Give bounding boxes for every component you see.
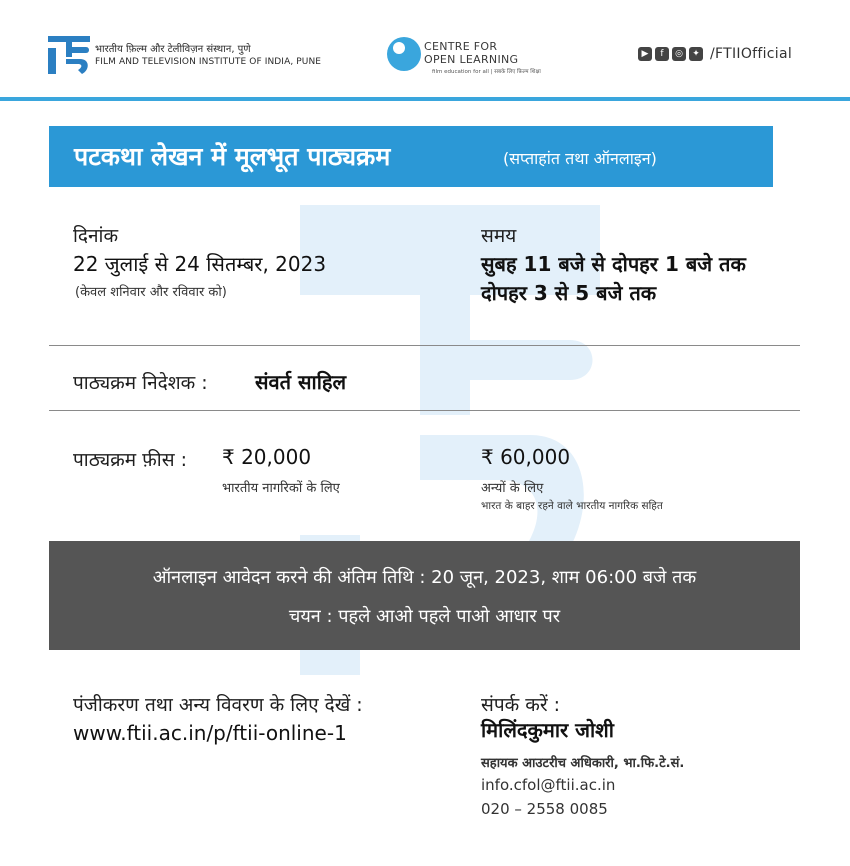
deadline-banner bbox=[49, 541, 800, 650]
fee-others-subnote: भारत के बाहर रहने वाले भारतीय नागरिक सहित bbox=[481, 500, 663, 512]
divider bbox=[49, 410, 800, 411]
header-divider bbox=[0, 97, 850, 101]
selection-basis: चयन : पहले आओ पहले पाओ आधार पर bbox=[288, 606, 561, 627]
director-name: संवर्त साहिल bbox=[255, 370, 347, 394]
fee-others-amount: ₹ 60,000 bbox=[481, 445, 571, 469]
youtube-icon[interactable]: ▶ bbox=[638, 47, 652, 61]
divider bbox=[49, 345, 800, 346]
date-value: 22 जुलाई से 24 सितम्बर, 2023 bbox=[73, 252, 327, 276]
twitter-icon[interactable]: ✦ bbox=[689, 47, 703, 61]
course-title-banner bbox=[49, 126, 773, 187]
fee-indian-amount: ₹ 20,000 bbox=[222, 445, 312, 469]
course-subtitle: (सप्ताहांत तथा ऑनलाइन) bbox=[503, 149, 657, 168]
time-label: समय bbox=[481, 225, 517, 247]
cfol-tagline: film education for all | सबके लिए फ़िल्म शिक्षा bbox=[432, 69, 541, 75]
ftii-logo-icon bbox=[48, 36, 90, 74]
social-links bbox=[638, 46, 792, 62]
contact-email[interactable]: info.cfol@ftii.ac.in bbox=[481, 776, 616, 794]
contact-designation: सहायक आउटरीच अधिकारी, भा.फि.टे.सं. bbox=[481, 756, 685, 771]
date-label: दिनांक bbox=[73, 225, 119, 247]
contact-name: मिलिंदकुमार जोशी bbox=[481, 718, 614, 742]
cfol-logo-icon bbox=[386, 36, 422, 72]
fee-others-note: अन्यों के लिए bbox=[481, 481, 544, 496]
fee-label: पाठ्यक्रम फ़ीस : bbox=[73, 449, 188, 471]
ftii-name-english: FILM AND TELEVISION INSTITUTE OF INDIA, PUNE bbox=[95, 57, 322, 67]
header bbox=[0, 0, 850, 102]
date-note: (केवल शनिवार और रविवार को) bbox=[75, 285, 227, 300]
time-slot-1: सुबह 11 बजे से दोपहर 1 बजे तक bbox=[481, 252, 746, 276]
social-handle[interactable]: /FTIIOfficial bbox=[710, 46, 793, 62]
course-title: पटकथा लेखन में मूलभूत पाठ्यक्रम bbox=[74, 142, 391, 171]
contact-phone: 020 – 2558 0085 bbox=[481, 800, 608, 818]
cfol-title-line2: OPEN LEARNING bbox=[424, 53, 519, 66]
contact-label: संपर्क करें : bbox=[481, 694, 561, 716]
director-label: पाठ्यक्रम निदेशक : bbox=[73, 372, 208, 394]
registration-label: पंजीकरण तथा अन्य विवरण के लिए देखें : bbox=[73, 694, 363, 716]
application-deadline: ऑनलाइन आवेदन करने की अंतिम तिथि : 20 जून, 2023, शाम 06:00 बजे तक bbox=[152, 567, 697, 588]
fee-indian-note: भारतीय नागरिकों के लिए bbox=[222, 481, 340, 496]
cfol-title-line1: CENTRE FOR bbox=[424, 40, 498, 53]
registration-url[interactable]: www.ftii.ac.in/p/ftii-online-1 bbox=[73, 721, 347, 745]
facebook-icon[interactable]: f bbox=[655, 47, 669, 61]
ftii-name-hindi: भारतीय फ़िल्म और टेलीविज़न संस्थान, पुणे bbox=[95, 44, 251, 55]
time-slot-2: दोपहर 3 से 5 बजे तक bbox=[481, 281, 657, 305]
instagram-icon[interactable]: ◎ bbox=[672, 47, 686, 61]
